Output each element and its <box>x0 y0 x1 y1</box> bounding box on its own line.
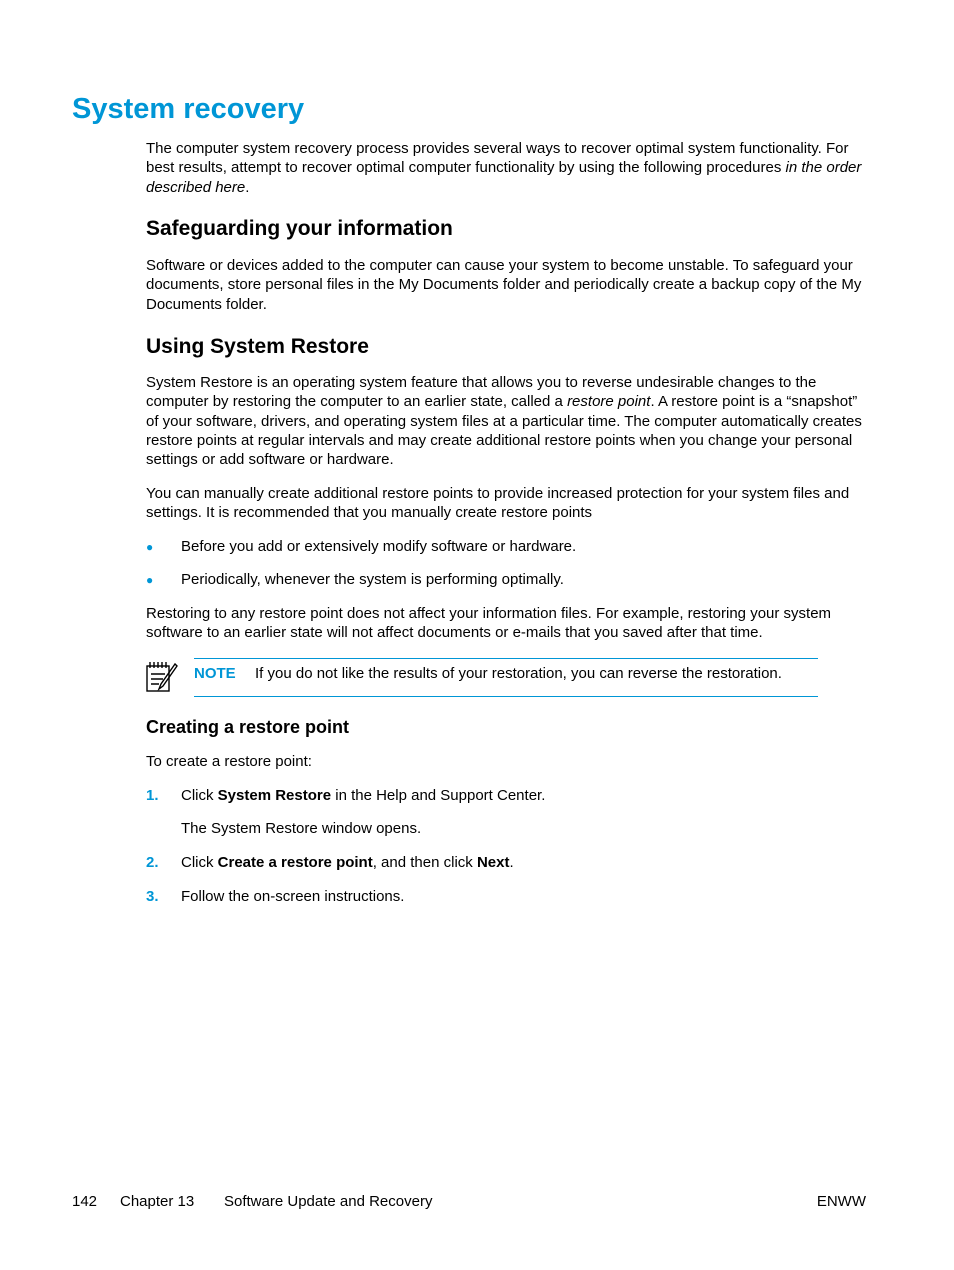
restore-p1-emphasis: restore point <box>567 393 651 411</box>
step-text <box>181 853 871 872</box>
page-title: System recovery <box>72 93 305 125</box>
intro-paragraph <box>146 139 868 197</box>
restore-p1-text: System Restore is an operating system feature that allows you to reverse undesirable changes to the computer by restoring the computer to an earlier state, called a <box>146 374 817 411</box>
note-icon <box>145 660 179 694</box>
note-label: NOTE <box>194 665 236 682</box>
bullet-icon: ● <box>146 540 154 554</box>
step-number: 1. <box>146 787 159 804</box>
note-text: If you do not like the results of your restoration, you can reverse the restoration. <box>255 665 782 682</box>
note-top-rule <box>194 658 818 659</box>
step-text-part: , and then click <box>372 854 477 871</box>
step-text-part: . <box>509 854 514 871</box>
safeguarding-paragraph: Software or devices added to the computer can cause your system to become unstable. To safeguard your documents, store personal files in the My Documents folder and periodically create a backup copy of the My Documents folder. <box>146 257 862 313</box>
footer-chapter: Chapter 13 <box>120 1193 195 1210</box>
footer-chapter-title: Software Update and Recovery <box>224 1193 433 1210</box>
creating-heading: Creating a restore point <box>146 717 350 737</box>
restore-paragraph-1 <box>146 373 868 469</box>
note-bottom-rule <box>194 696 818 697</box>
step-text: Follow the on-screen instructions. <box>181 888 405 905</box>
step-text <box>181 786 871 805</box>
step-text-part: Click <box>181 854 218 871</box>
bullet-item: Before you add or extensively modify software or hardware. <box>181 538 577 555</box>
creating-intro: To create a restore point: <box>146 753 312 770</box>
restore-paragraph-2: You can manually create additional restore points to provide increased protection for your system files and settings. It is recommended that you manually create restore points <box>146 485 850 522</box>
bullet-item: Periodically, whenever the system is performing optimally. <box>181 571 564 588</box>
step-subtext: The System Restore window opens. <box>181 820 422 837</box>
safeguarding-heading: Safeguarding your information <box>146 217 453 240</box>
step-text-part: Click <box>181 787 218 804</box>
bullet-icon: ● <box>146 573 154 587</box>
footer-code: ENWW <box>816 1193 866 1210</box>
step-text-part: in the Help and Support Center. <box>331 787 546 804</box>
step-number: 2. <box>146 854 159 871</box>
restore-heading: Using System Restore <box>146 335 369 358</box>
step-number: 3. <box>146 888 159 905</box>
restore-paragraph-3: Restoring to any restore point does not affect your information files. For example, restoring your system software to an earlier state will not affect documents or e-mails that you saved after that time. <box>146 605 832 642</box>
step-ui-label: Create a restore point <box>217 854 373 871</box>
footer-page-number: 142 <box>72 1193 98 1210</box>
restore-p1-end: . A restore point is a “snapshot” of your software, drivers, and operating system files at a particular time. The computer automatically creates restore points at regular intervals and may create additional restore points when you change your personal settings or add software or hardware. <box>146 393 862 469</box>
step-ui-label: System Restore <box>217 787 332 804</box>
step-ui-label: Next <box>476 854 510 871</box>
intro-emphasis: in the order described here <box>146 159 862 196</box>
intro-end: . <box>245 178 250 196</box>
intro-text: The computer system recovery process provides several ways to recover optimal system functionality. For best results, attempt to recover optimal computer functionality by using the following procedures <box>146 140 849 177</box>
